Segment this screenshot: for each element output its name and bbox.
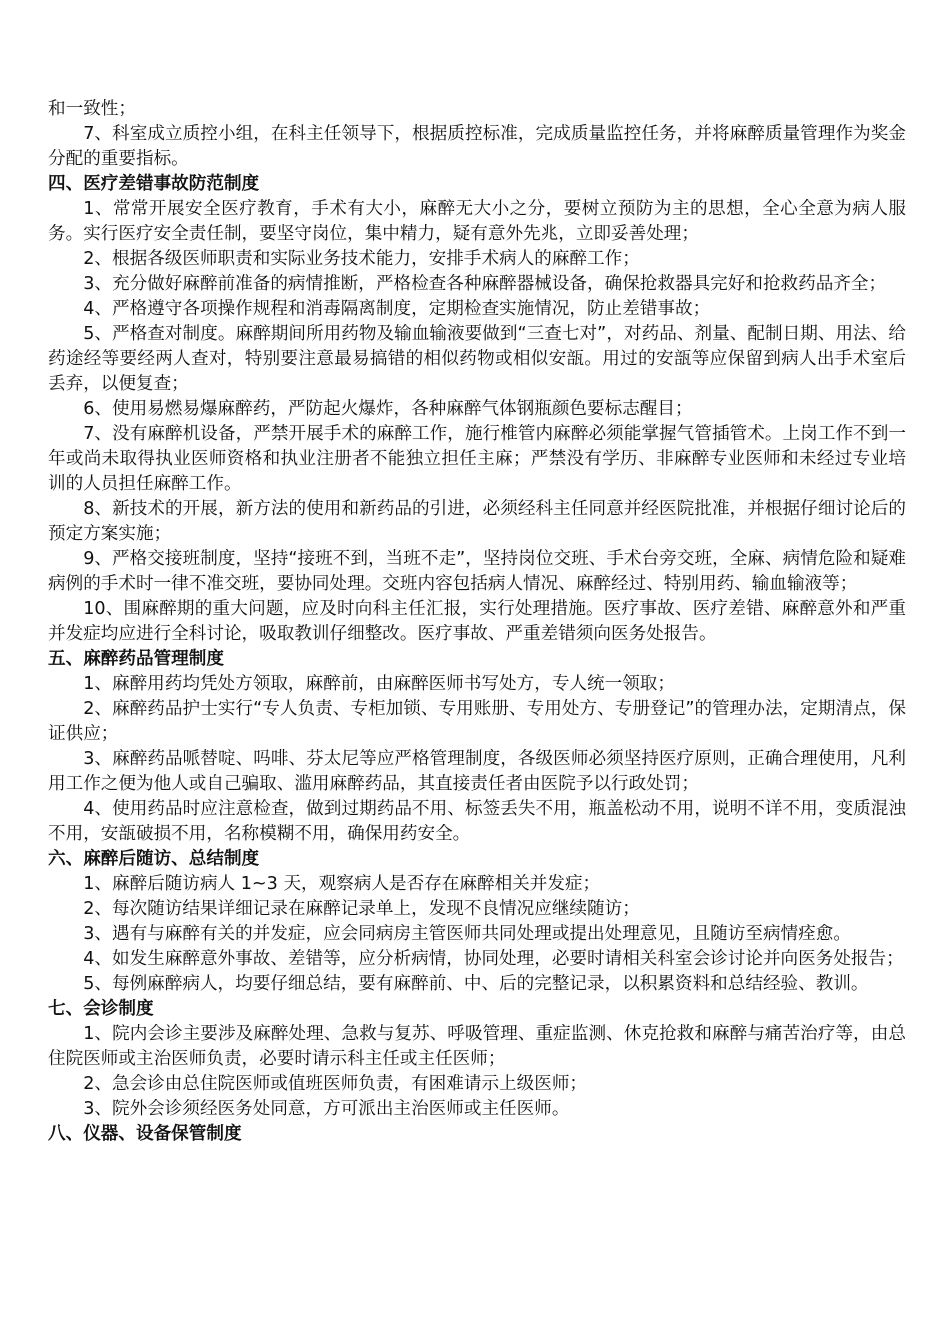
section-heading: 六、麻醉后随访、总结制度 bbox=[48, 849, 260, 869]
paragraph: 1、院内会诊主要涉及麻醉处理、急救与复苏、呼吸管理、重症监测、休克抢救和麻醉与痛苦治疗等，由总住院医师或主治医师负责，必要时请示科主任或主任医师； bbox=[48, 1024, 906, 1069]
paragraph: 10、围麻醉期的重大问题，应及时向科主任汇报，实行处理措施。医疗事故、医疗差错、麻醉意外和严重并发症均应进行全科讨论，吸取教训仔细整改。医疗事故、严重差错须向医务处报告。 bbox=[48, 599, 906, 644]
paragraph: 2、根据各级医师职责和实际业务技术能力，安排手术病人的麻醉工作； bbox=[83, 249, 640, 269]
paragraph: 7、没有麻醉机设备，严禁开展手术的麻醉工作，施行椎管内麻醉必须能掌握气管插管术。上岗工作不到一年或尚未取得执业医师资格和执业注册者不能独立担任主麻；严禁没有学历、非麻醉专业医师和未经过专业培训的人员担任麻醉工作。 bbox=[48, 424, 906, 494]
paragraph: 3、充分做好麻醉前准备的病情推断，严格检查各种麻醉器械设备，确保抢救器具完好和抢救药品齐全； bbox=[83, 274, 887, 294]
paragraph: 1、麻醉用药均凭处方领取，麻醉前，由麻醉医师书写处方，专人统一领取； bbox=[83, 674, 675, 694]
paragraph: 4、严格遵守各项操作规程和消毒隔离制度，定期检查实施情况，防止差错事故； bbox=[83, 299, 711, 319]
section-heading: 八、仪器、设备保管制度 bbox=[48, 1124, 242, 1144]
paragraph: 3、院外会诊须经医务处同意，方可派出主治医师或主任医师。 bbox=[83, 1099, 570, 1119]
section-heading: 七、会诊制度 bbox=[48, 999, 154, 1019]
paragraph: 2、急会诊由总住院医师或值班医师负责，有困难请示上级医师； bbox=[83, 1074, 588, 1094]
section-heading: 四、医疗差错事故防范制度 bbox=[48, 174, 260, 194]
paragraph: 1、麻醉后随访病人 1~3 天，观察病人是否存在麻醉相关并发症； bbox=[83, 874, 601, 894]
paragraph: 4、如发生麻醉意外事故、差错等，应分析病情，协同处理，必要时请相关科室会诊讨论并向医务处报告； bbox=[83, 949, 904, 969]
paragraph: 1、常常开展安全医疗教育，手术有大小，麻醉无大小之分，要树立预防为主的思想，全心全意为病人服务。实行医疗安全责任制，要坚守岗位，集中精力，疑有意外先兆，立即妥善处理； bbox=[48, 199, 906, 244]
paragraph: 和一致性； bbox=[48, 99, 136, 119]
paragraph: 5、每例麻醉病人，均要仔细总结，要有麻醉前、中、后的完整记录，以积累资料和总结经验、教训。 bbox=[83, 974, 869, 994]
paragraph: 2、每次随访结果详细记录在麻醉记录单上，发现不良情况应继续随访； bbox=[83, 899, 640, 919]
paragraph: 4、使用药品时应注意检查，做到过期药品不用、标签丢失不用，瓶盖松动不用，说明不详不用，变质混浊不用，安瓿破损不用，名称模糊不用，确保用药安全。 bbox=[48, 799, 906, 844]
section-heading: 五、麻醉药品管理制度 bbox=[48, 649, 224, 669]
paragraph: 9、严格交接班制度，坚持“接班不到，当班不走”，坚持岗位交班、手术台旁交班，全麻、病情危险和疑难病例的手术时一律不准交班，要协同处理。交班内容包括病人情况、麻醉经过、特别用药、输血输液等； bbox=[48, 549, 906, 594]
document-page bbox=[48, 97, 906, 1147]
paragraph: 7、科室成立质控小组，在科主任领导下，根据质控标准，完成质量监控任务，并将麻醉质量管理作为奖金分配的重要指标。 bbox=[48, 124, 906, 169]
paragraph: 5、严格查对制度。麻醉期间所用药物及输血输液要做到“三查七对”，对药品、剂量、配制日期、用法、给药途经等要经两人查对，特别要注意最易搞错的相似药物或相似安瓿。用过的安瓿等应保留到病人出手术室后丢弃，以便复查； bbox=[48, 324, 906, 394]
paragraph: 2、麻醉药品护士实行“专人负责、专柜加锁、专用账册、专用处方、专册登记”的管理办法，定期清点，保证供应； bbox=[48, 699, 906, 744]
paragraph: 3、麻醉药品哌替啶、吗啡、芬太尼等应严格管理制度，各级医师必须坚持医疗原则，正确合理使用，凡利用工作之便为他人或自己骗取、滥用麻醉药品，其直接责任者由医院予以行政处罚； bbox=[48, 749, 906, 794]
paragraph: 8、新技术的开展，新方法的使用和新药品的引进，必须经科主任同意并经医院批准，并根据仔细讨论后的预定方案实施； bbox=[48, 499, 906, 544]
paragraph: 6、使用易燃易爆麻醉药，严防起火爆炸，各种麻醉气体钢瓶颜色要标志醒目； bbox=[83, 399, 693, 419]
paragraph: 3、遇有与麻醉有关的并发症，应会同病房主管医师共同处理或提出处理意见，且随访至病情痊愈。 bbox=[83, 924, 851, 944]
